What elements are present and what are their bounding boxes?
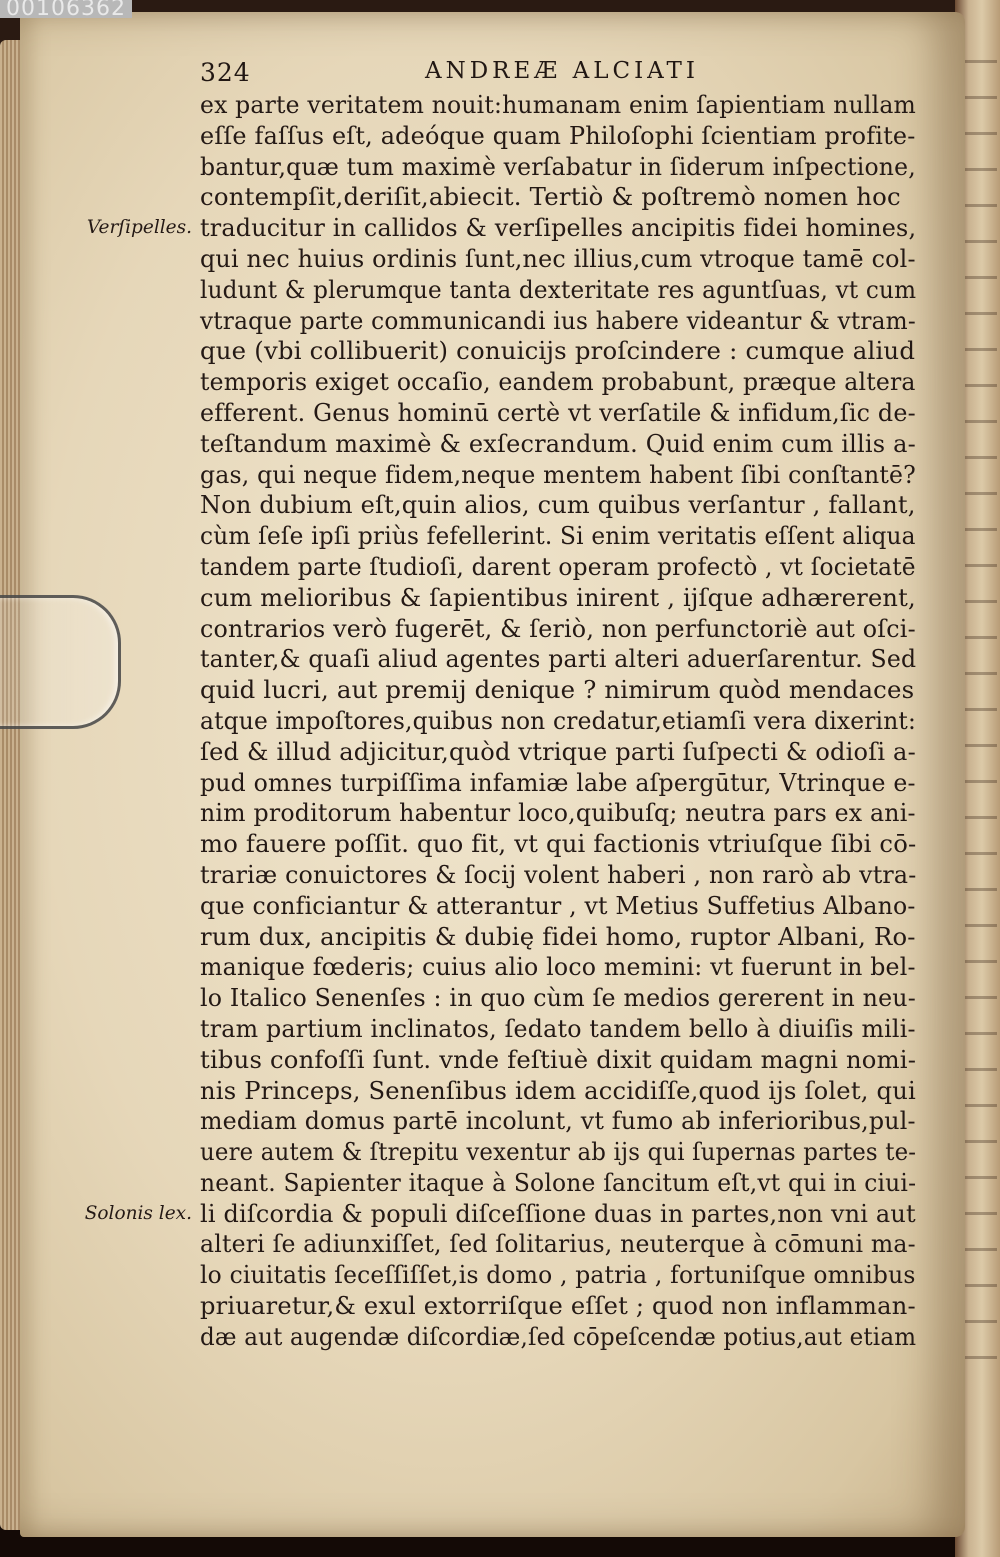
text-line: traducitur in callidos & verſipelles ancipitis fidei homines,: [200, 213, 917, 243]
text-line: bantur,quæ tum maximè verſabatur in ſiderum inſpectione,: [200, 151, 916, 181]
text-line: Non dubium eſt,quin alios, cum quibus verſantur , fallant,: [200, 490, 916, 520]
text-line: qui nec huius ordinis ſunt,nec illius,cum vtroque tamē col-: [200, 243, 916, 273]
text-line: contrarios verò fugerēt, & ſeriò, non perfunctoriè aut oſci-: [200, 613, 916, 643]
page-clip: [0, 595, 121, 729]
text-line: cùm ſeſe ipſi priùs fefellerint. Si enim veritatis eſſent aliqua: [200, 521, 916, 551]
text-line: vtraque parte communicandi ius habere videantur & vtram-: [200, 305, 916, 335]
text-line: tanter,& quaſi aliud agentes parti alteri aduerſarentur. Sed: [200, 644, 917, 674]
text-line: rum dux, ancipitis & dubię fidei homo, ruptor Albani, Ro-: [200, 921, 916, 951]
text-line: manique fœderis; cuius alio loco memini: vt fuerunt in bel-: [200, 952, 916, 982]
text-line: trariæ conuictores & ſocij volent haberi , non rarò ab vtra-: [200, 859, 917, 889]
text-line: neant. Sapienter itaque à Solone ſancitum eſt,vt qui in ciui-: [200, 1167, 917, 1197]
running-title: ANDREÆ ALCIATI: [425, 58, 699, 84]
text-line: contempſit,deriſit,abiecit. Tertiò & poſtremò nomen hoc: [200, 182, 901, 212]
text-line: tram partium inclinatos, ſedato tandem bello à diuiſis mili-: [200, 1013, 916, 1043]
text-line: lo Italico Senenſes : in quo cùm ſe medios gererent in neu-: [200, 983, 916, 1013]
text-line: cum melioribus & ſapientibus inirent , ijſque adhærerent,: [200, 582, 916, 612]
text-line: que conficiantur & atterantur , vt Metius Suffetius Albano-: [200, 890, 916, 920]
facing-page-text-fragments: [963, 60, 997, 1360]
text-line: mediam domus partē incolunt, vt fumo ab inferioribus,pul-: [200, 1106, 916, 1136]
text-line: ludunt & plerumque tanta dexteritate res aguntſuas, vt cum: [200, 274, 917, 304]
text-line: lo ciuitatis ſeceſſiſſet,is domo , patria , fortuniſque omnibus: [200, 1260, 916, 1290]
text-line: alteri ſe adiunxiſſet, ſed ſolitarius, neuterque à cōmuni ma-: [200, 1229, 916, 1259]
text-line: quid lucri, aut premij denique ? nimirum quòd mendaces: [200, 675, 915, 705]
page-number: 324: [200, 58, 251, 87]
accession-number: 00106362: [0, 0, 132, 18]
text-line: ſed & illud adjicitur,quòd vtrique parti ſuſpecti & odioſi a-: [200, 736, 916, 766]
text-line: nim proditorum habentur loco,quibuſq; neutra pars ex ani-: [200, 798, 916, 828]
text-line: priuaretur,& exul extorriſque eſſet ; quod non inflamman-: [200, 1291, 916, 1321]
text-line: mo fauere poſſit. quo fit, vt qui factionis vtriuſque ſibi cō-: [200, 829, 917, 859]
text-line: tandem parte ſtudioſi, darent operam profectò , vt ſocietatē: [200, 551, 916, 581]
running-head: [200, 58, 920, 92]
text-line: nis Princeps, Senenſibus idem accidiſſe,quod ijs ſolet, qui: [200, 1075, 916, 1105]
text-line: dæ aut augendæ diſcordiæ,ſed cōpeſcendæ potius,aut etiam: [200, 1321, 917, 1351]
text-line: teſtandum maximè & exſecrandum. Quid enim cum illis a-: [200, 428, 916, 458]
text-line: uere autem & ſtrepitu vexentur ab ijs qui ſupernas partes te-: [200, 1137, 917, 1167]
text-line: temporis exiget occaſio, eandem probabunt, præque altera: [200, 367, 916, 397]
text-line: que (vbi collibuerit) conuicijs proſcindere : cumque aliud: [200, 336, 916, 366]
body-text: [200, 90, 920, 1353]
marginal-note: Solonis lex.: [84, 1202, 192, 1224]
text-line: efferent. Genus hominū certè vt verſatile & infidum,ſic de-: [200, 397, 916, 427]
marginal-note: Verſipelles.: [86, 217, 192, 239]
text-line: eſſe faſſus eſt, adeóque quam Philoſophi ſcientiam profite-: [200, 120, 916, 150]
text-line: atque impoſtores,quibus non credatur,etiamſi vera dixerint:: [200, 705, 917, 735]
text-line: pud omnes turpiſſima infamiæ labe aſpergūtur, Vtrinque e-: [200, 767, 916, 797]
text-line: li diſcordia & populi diſceſſione duas in partes,non vni aut: [200, 1198, 916, 1228]
text-line: tibus confoſſi ſunt. vnde feſtiuè dixit quidam magni nomi-: [200, 1044, 917, 1074]
text-line: ex parte veritatem nouit:humanam enim ſapientiam nullam: [200, 90, 916, 119]
text-line: gas, qui neque fidem,neque mentem habent ſibi conſtantē?: [200, 459, 916, 489]
